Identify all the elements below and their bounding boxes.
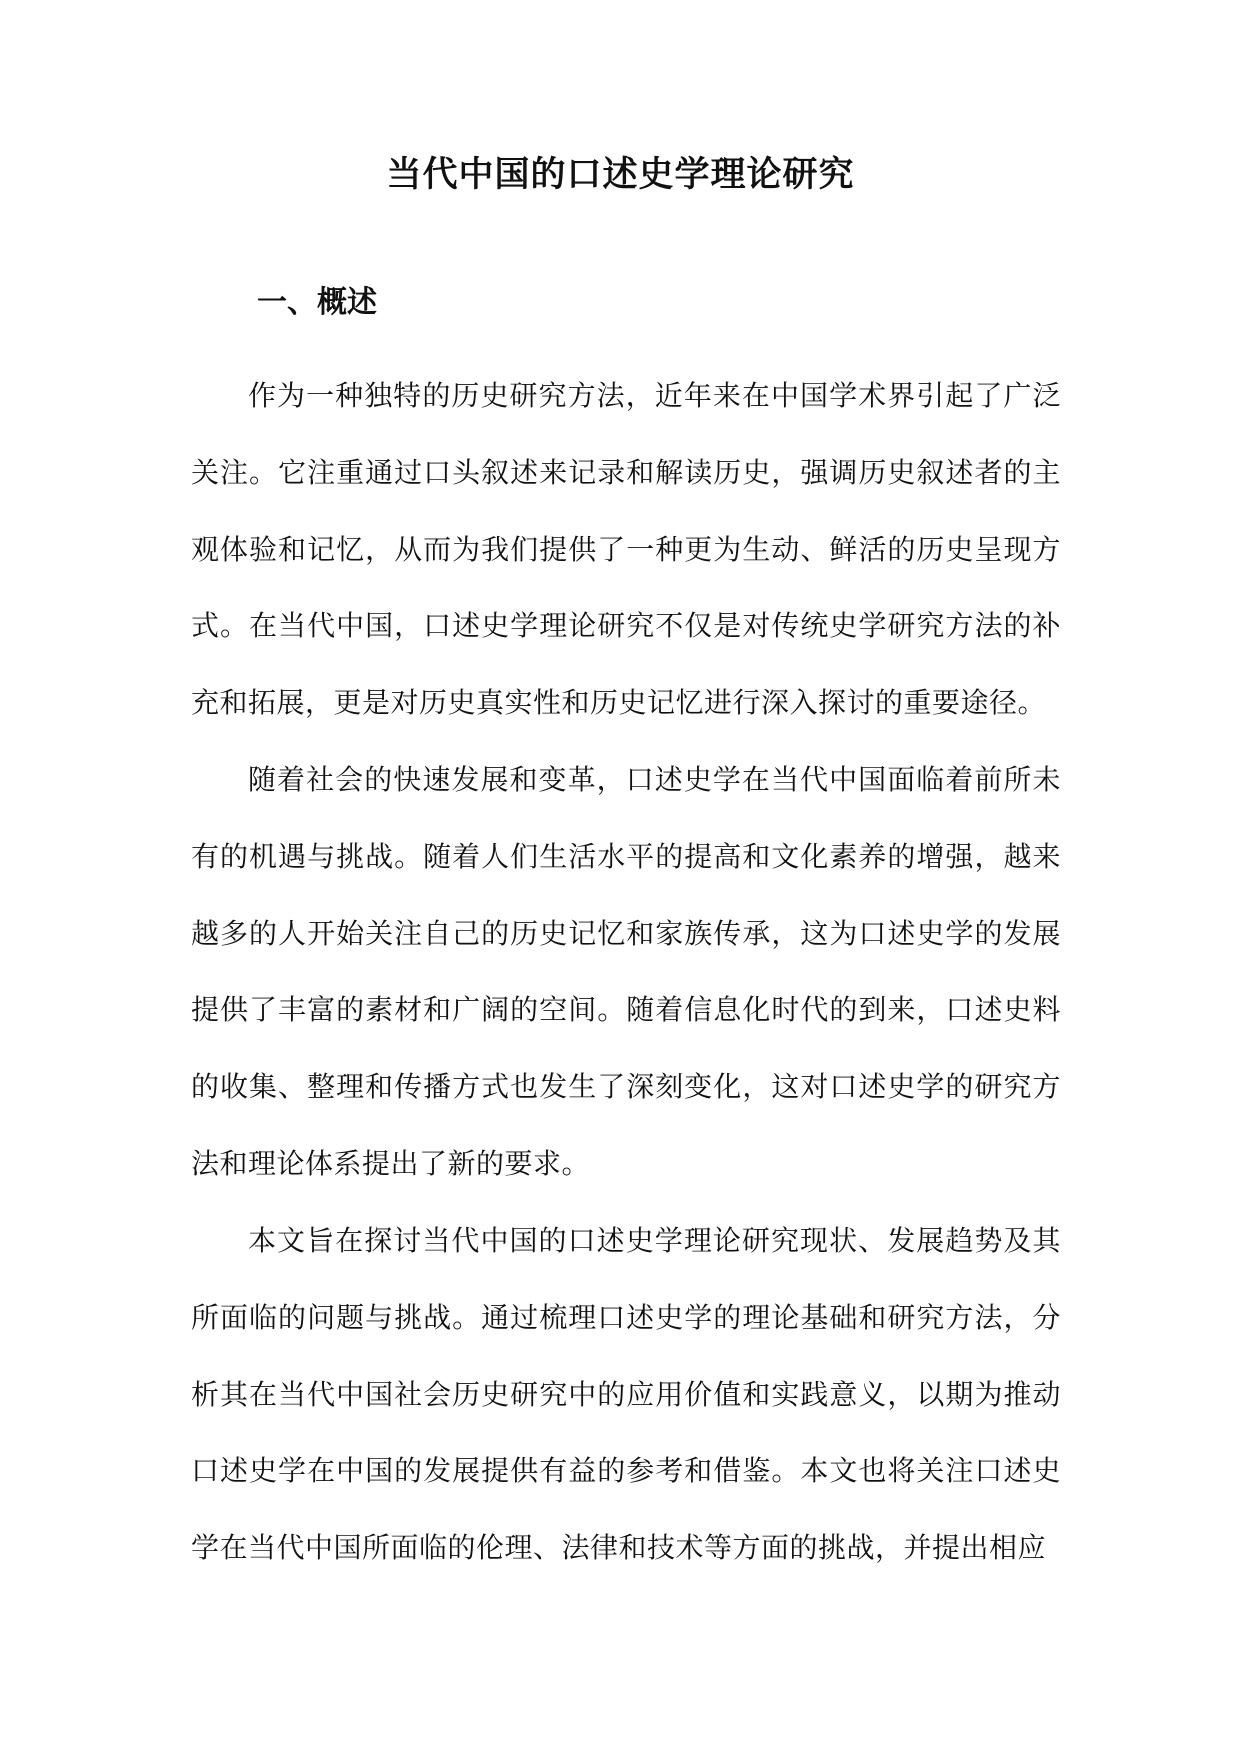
body-paragraph: 作为一种独特的历史研究方法，近年来在中国学术界引起了广泛关注。它注重通过口头叙述来记录和解读历史，强调历史叙述者的主观体验和记忆，从而为我们提供了一种更为生动、鲜活的历史呈现方式。在当代中国，口述史学理论研究不仅是对传统史学研究方法的补充和拓展，更是对历史真实性和历史记忆进行深入探讨的重要途径。: [191, 379, 1061, 720]
document-title: 当代中国的口述史学理论研究: [386, 155, 855, 195]
section-heading: 一、概述: [257, 285, 377, 320]
body-paragraph: 随着社会的快速发展和变革，口述史学在当代中国面临着前所未有的机遇与挑战。随着人们生活水平的提高和文化素养的增强，越来越多的人开始关注自己的历史记忆和家族传承，这为口述史学的发展提供了丰富的素材和广阔的空间。随着信息化时代的到来，口述史料的收集、整理和传播方式也发生了深刻变化，这对口述史学的研究方法和理论体系提出了新的要求。: [191, 763, 1061, 1180]
body-paragraph: 本文旨在探讨当代中国的口述史学理论研究现状、发展趋势及其所面临的问题与挑战。通过梳理口述史学的理论基础和研究方法，分析其在当代中国社会历史研究中的应用价值和实践意义，以期为推动口述史学在中国的发展提供有益的参考和借鉴。本文也将关注口述史学在当代中国所面临的伦理、法律和技术等方面的挑战，并提出相应: [191, 1224, 1061, 1565]
